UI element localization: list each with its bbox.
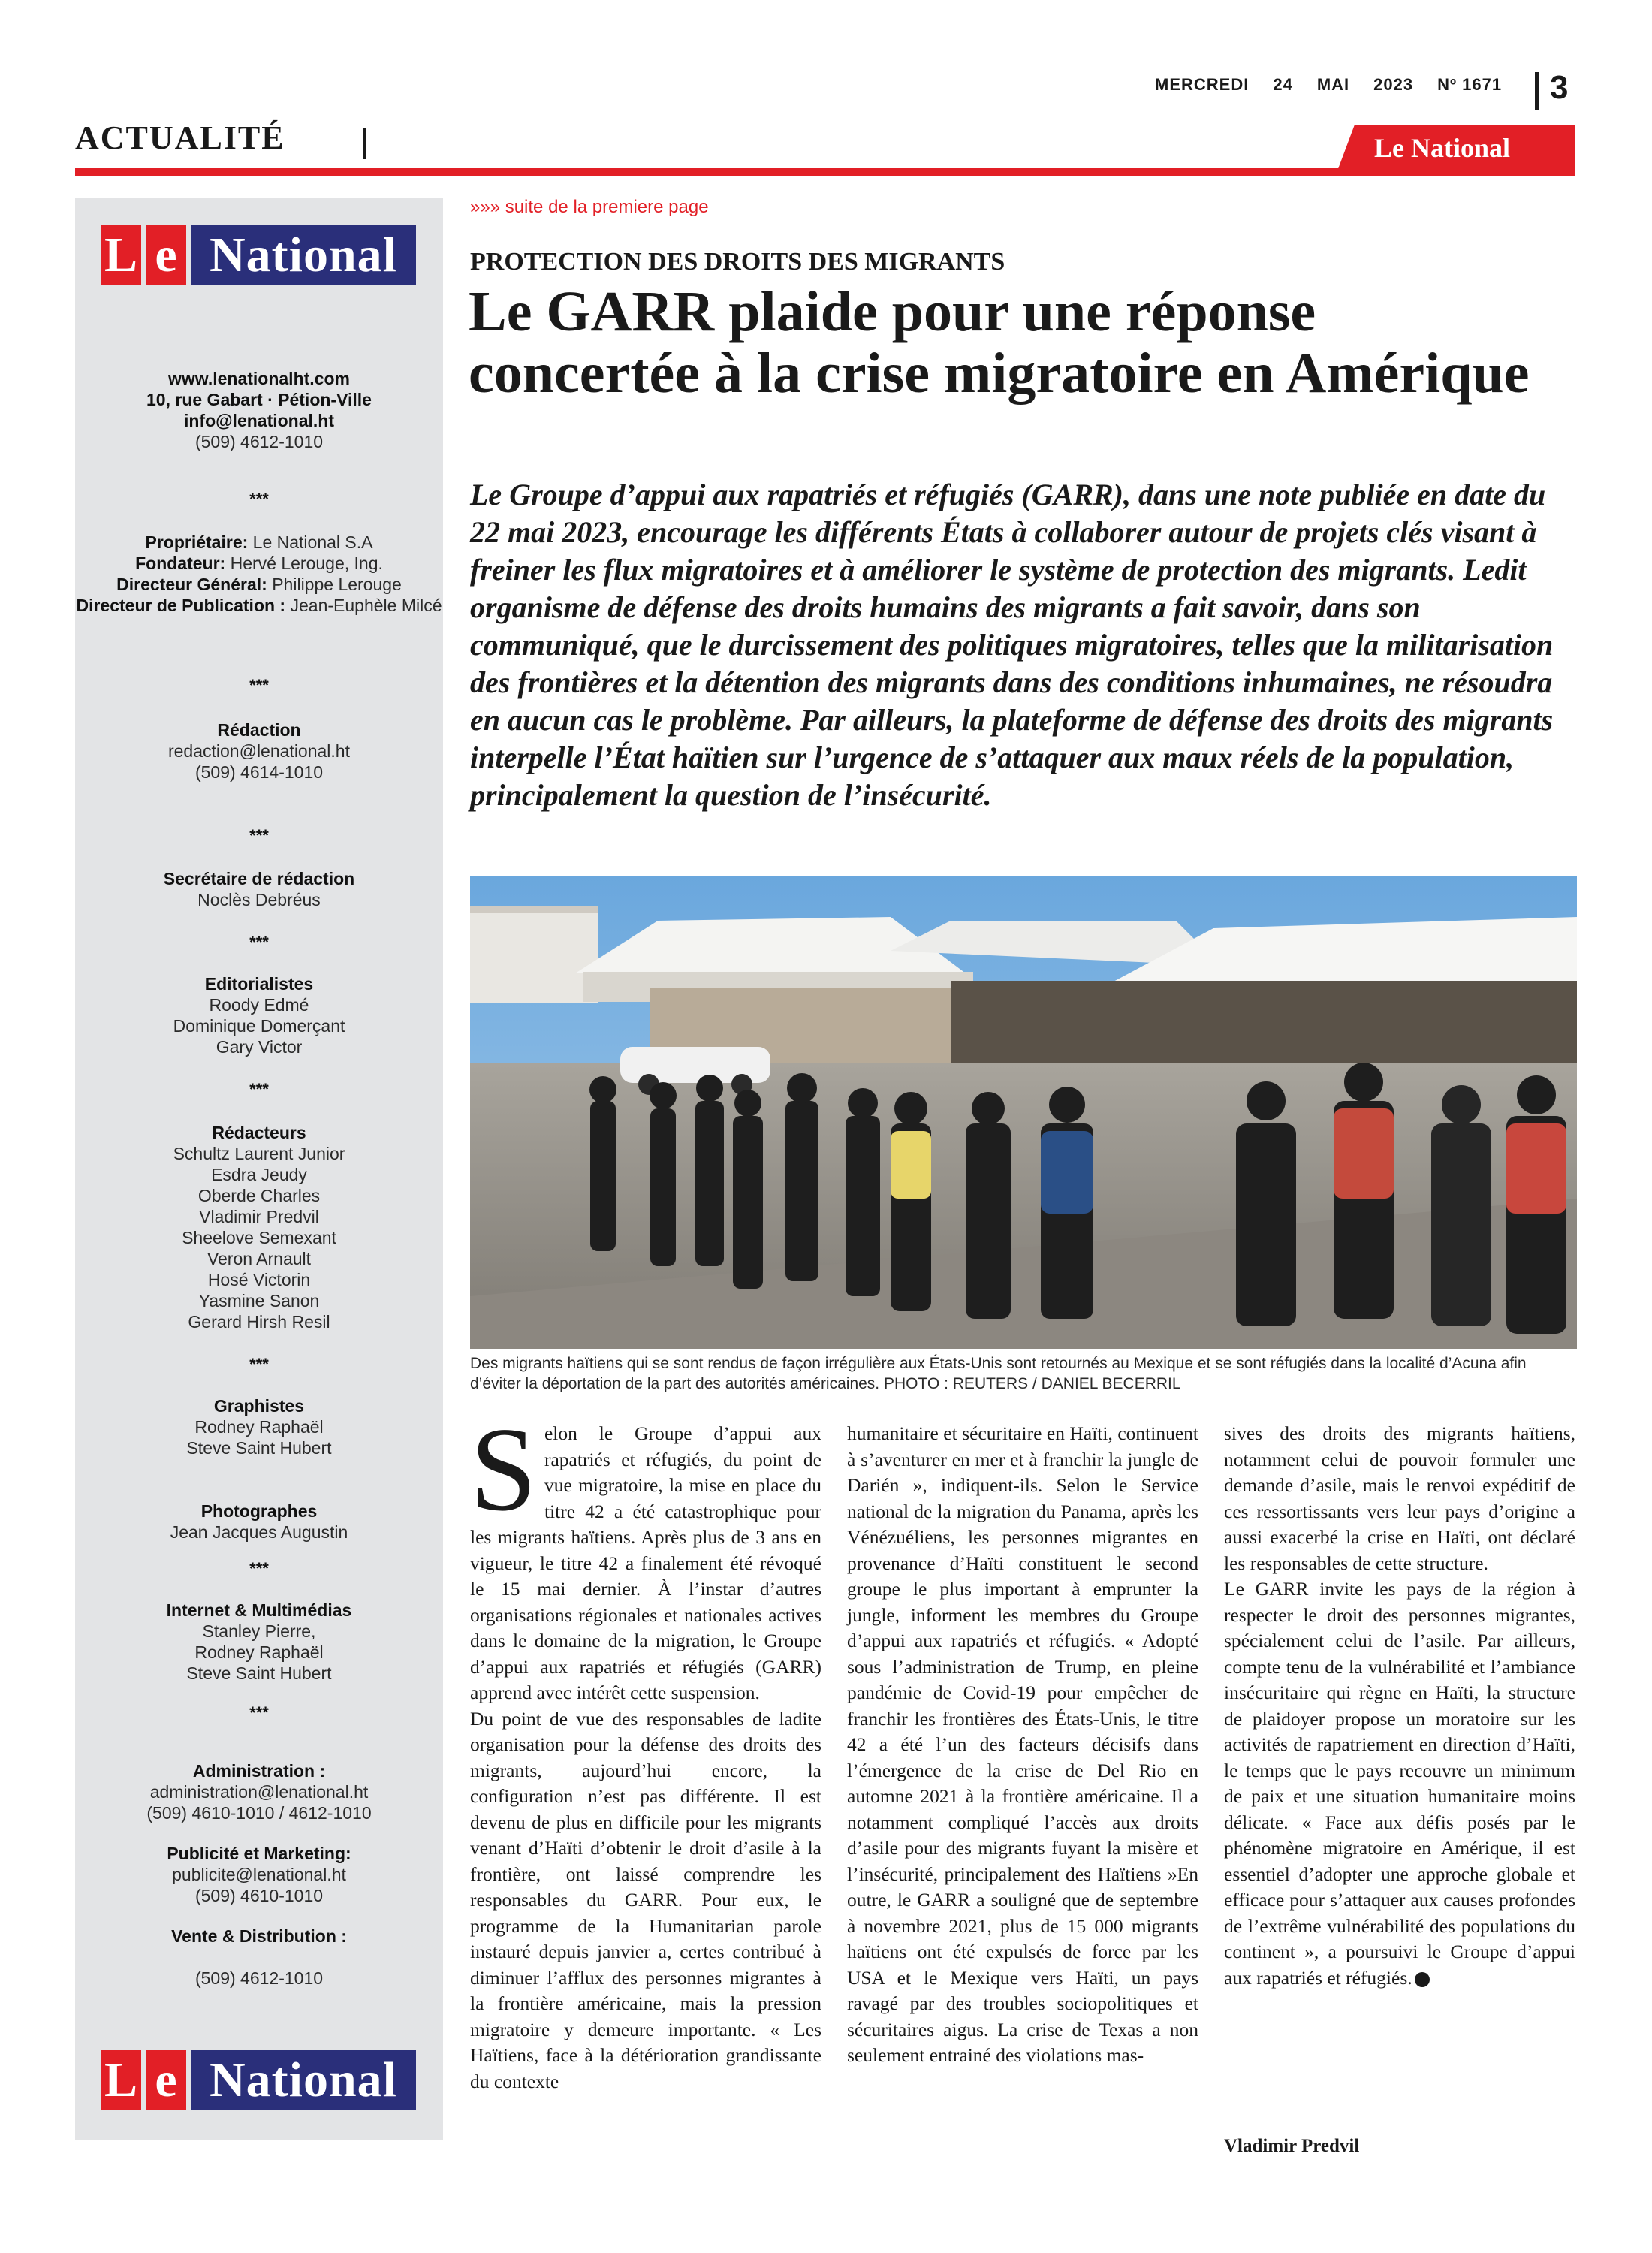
distribution-block: [75, 1926, 443, 1947]
multimedia-block: [75, 1600, 443, 1684]
page-number: 3: [1550, 69, 1569, 106]
writer-name: Yasmine Sanon: [198, 1291, 320, 1310]
advertising-block: [75, 1843, 443, 1906]
dg-label: Directeur Général:: [116, 575, 267, 594]
contact-email[interactable]: info@lenational.ht: [183, 411, 335, 430]
secretary-label: Secrétaire de rédaction: [163, 869, 355, 888]
article-photo: [470, 876, 1577, 1349]
writers-label: Rédacteurs: [212, 1123, 306, 1142]
logo-letter-e: e: [146, 225, 186, 285]
administration-block: [75, 1760, 443, 1823]
article-headline: Le GARR plaide pour une réponse concertée à la crise migratoire en Amérique: [469, 280, 1530, 405]
article-column-1: [470, 1402, 821, 2095]
page-number-divider: [1535, 72, 1539, 110]
redaction-block: [75, 719, 443, 783]
dp-label: Directeur de Publication :: [76, 596, 286, 615]
separator: ***: [249, 933, 269, 952]
writers-block: [75, 1122, 443, 1332]
separator: ***: [249, 1703, 269, 1722]
distribution-phone: (509) 4612-1010: [194, 1968, 324, 1988]
article-lead: Le Groupe d’appui aux rapatriés et réfugiés (GARR), dans une note publiée en date du 22 mai 2023, encourage les différents États à collaborer autour de projets clés visant à freiner les flux migratoires et à améliorer le système de protection des migrants. Ledit organisme de défense des droits humains des migrants a fait savoir, dans son communiqué, que le durcissement des politiques migratoires, telles que la militarisation des frontières et la détention des migrants dans des conditions inhumaines, ne résoudra en aucun cas le problème. Par ailleurs, la plateforme de défense des droits des migrants interpelle l’État haïtien sur l’urgence de s’attaquer aux maux réels de la population, principalement la question de l’insécurité.: [470, 478, 1554, 812]
separator: ***: [249, 1080, 269, 1099]
founder-value: Hervé Lerouge, Ing.: [230, 553, 383, 573]
writer-name: Gerard Hirsh Resil: [188, 1312, 330, 1332]
separator: ***: [249, 676, 269, 695]
owner-label: Propriétaire:: [145, 532, 249, 552]
editorialist-name: Roody Edmé: [209, 995, 309, 1015]
multimedia-label: Internet & Multimédias: [166, 1600, 352, 1620]
advertising-phone: (509) 4610-1010: [194, 1886, 324, 1905]
distribution-label: Vente & Distribution :: [171, 1926, 347, 1946]
dp-value: Jean-Euphèle Milcé: [290, 596, 442, 615]
writer-name: Vladimir Predvil: [199, 1207, 319, 1226]
drop-cap: S: [470, 1402, 537, 1536]
contact-block: [75, 368, 443, 452]
date-day: 24: [1273, 75, 1293, 94]
article-column-2: [847, 1421, 1198, 2069]
paragraph: elon le Groupe d’appui aux rapatriés et réfugiés, du point de vue migratoire, la mise en place du titre 42 a été catastrophique pour les migrants haïtiens. Après plus de 3 ans en vigueur, le titre 42 a finalement été révoqué le 15 mai dernier. À l’instar d’autres organisations régionales et nationales actives dans le domaine de la migration, le Groupe d’appui aux rapatriés et réfugiés (GARR) apprend avec intérêt cette suspension.: [470, 1422, 821, 1703]
address: 10, rue Gabart · Pétion-Ville: [146, 390, 372, 409]
newspaper-logo: [101, 225, 416, 285]
masthead-sidebar: [75, 198, 443, 2140]
article-column-3: [1224, 1421, 1575, 1991]
writer-name: Sheelove Semexant: [182, 1228, 336, 1247]
date-month: MAI: [1316, 75, 1350, 94]
writer-name: Oberde Charles: [197, 1186, 321, 1205]
photo-illustration: [470, 876, 1577, 1349]
editorialists-block: [75, 973, 443, 1057]
photographers-label: Photographes: [200, 1501, 318, 1521]
issue-number: Nº 1671: [1437, 75, 1503, 94]
writer-name: Hosé Victorin: [207, 1270, 311, 1289]
secretary-block: [75, 868, 443, 910]
advertising-email[interactable]: publicite@lenational.ht: [172, 1865, 346, 1884]
newspaper-logo-bottom: [101, 2050, 416, 2110]
separator: ***: [249, 1355, 269, 1374]
website-link[interactable]: www.lenationalht.com: [168, 369, 350, 388]
logo-letter-e: e: [146, 2050, 186, 2110]
writer-name: Esdra Jeudy: [211, 1165, 307, 1184]
brand-tab-label: Le National: [1374, 133, 1511, 163]
administration-phone: (509) 4610-1010 / 4612-1010: [146, 1803, 372, 1823]
continued-from-front: »»» suite de la premiere page: [470, 197, 709, 217]
editorialist-name: Dominique Domerçant: [173, 1016, 345, 1036]
section-divider: [363, 128, 366, 159]
editorialist-name: Gary Victor: [216, 1037, 303, 1057]
photo-caption: Des migrants haïtiens qui se sont rendus de façon irrégulière aux États-Unis sont retournés au Mexique et se sont réfugiés dans la localité d’Acuna afin d’éviter la déportation de la part des autorités américaines. PHOTO : REUTERS / DANIEL BECERRIL: [470, 1355, 1527, 1392]
administration-email[interactable]: administration@lenational.ht: [149, 1782, 369, 1802]
paragraph: humanitaire et sécuritaire en Haïti, continuent à s’aventurer en mer et à franchir la jungle de Darién », indiquent-ils. Selon le Service national de la migration du Panama, après les Vénézuéliens, les personnes migrantes en provenance d’Haïti constituent le second groupe le plus important à emprunter la jungle, informent les membres du Groupe d’appui aux rapatriés et réfugiés. « Adopté sous l’administration de Trump, en pleine pandémie de Covid-19 pour empêcher de franchir les frontières des États-Unis, le titre 42 a été l’un des facteurs décisifs dans l’émergence de la crise de Del Rio en automne 2021 à la frontière américaine. Il a notamment compliqué l’accès aux droits d’asile pour des migrants fuyant la misère et l’insécurité, principalement des Haïtiens »En outre, le GARR a souligné que de septembre à novembre 2021, plus de 15 000 migrants haïtiens ont été expulsés de force par les USA et le Mexique vers Haïti, un pays ravagé par des troubles sociopolitiques et sécuritaires aigus. La crise de Texas a non seulement entrainé des violations mas-: [847, 1422, 1198, 2066]
paragraph: Du point de vue des responsables de ladite organisation pour la défense des droits des migrants, aujourd’hui encore, la configuration n’est pas différente. Il est devenu de plus en difficile pour les migrants venant d’Haïti d’obtenir le droit d’asile à la frontière, ont laissé comprendre les responsables du GARR. Pour eux, le programme de la Humanitarian parole instauré depuis janvier a, certes contribué à diminuer l’afflux des personnes migrantes à la frontière américaine, mais la pression migratoire y demeure importante. « Les Haïtiens, face à la détérioration grandissante du contexte: [470, 1707, 821, 2092]
administration-label: Administration :: [192, 1761, 326, 1781]
article-kicker: PROTECTION DES DROITS DES MIGRANTS: [470, 248, 1005, 276]
graphic-designers-block: [75, 1395, 443, 1458]
multimedia-name: Steve Saint Hubert: [186, 1663, 332, 1683]
multimedia-name: Stanley Pierre,: [202, 1621, 316, 1641]
dg-value: Philippe Lerouge: [272, 575, 402, 594]
graphic-designer-name: Steve Saint Hubert: [186, 1438, 332, 1458]
graphic-designer-name: Rodney Raphaël: [194, 1417, 324, 1437]
dateline: [1155, 75, 1526, 95]
date-weekday: MERCREDI: [1155, 75, 1250, 94]
redaction-phone: (509) 4614-1010: [194, 762, 324, 782]
advertising-label: Publicité et Marketing:: [167, 1844, 351, 1863]
separator: ***: [249, 1559, 269, 1578]
separator: ***: [249, 826, 269, 845]
ownership-block: [75, 532, 443, 616]
date-year: 2023: [1373, 75, 1414, 94]
header-rule: [75, 168, 1575, 176]
secretary-name: Noclès Debréus: [197, 890, 321, 909]
end-mark-icon: [1415, 1972, 1430, 1987]
paragraph: Le GARR invite les pays de la région à respecter le droit des personnes migrantes, spécialement celui de l’asile. Par ailleurs, compte tenu de la vulnérabilité et l’ambiance insécuritaire qui règne en Haïti, la structure de plaidoyer propose un moratoire sur les activités de rapatriement en direction d’Haïti, le temps que le pays recouvre un minimum de paix et une situation humanitaire moins délicate. « Face aux défis posés par le phénomène migratoire en Amérique, il est essentiel d’adopter une approche globale et efficace pour s’attaquer aux causes profondes de l’extrême vulnérabilité des populations du continent », a poursuivi le Groupe d’appui aux rapatriés et réfugiés.: [1224, 1578, 1575, 1989]
paragraph: sives des droits des migrants haïtiens, notamment celui de pouvoir formuler une demande d’asile, mais le renvoi expéditif de ces ressortissants vers leur pays d’origine a aussi exacerbé la crise en Haïti, ont déclaré les responsables de cette structure.: [1224, 1422, 1575, 1574]
editorialists-label: Editorialistes: [204, 974, 314, 994]
redaction-label: Rédaction: [217, 720, 301, 740]
writer-name: Schultz Laurent Junior: [173, 1144, 345, 1163]
graphic-designers-label: Graphistes: [213, 1396, 305, 1416]
article-byline: Vladimir Predvil: [1224, 2136, 1360, 2156]
logo-letter-l: L: [101, 2050, 141, 2110]
logo-word: National: [191, 2050, 416, 2110]
photographer-name: Jean Jacques Augustin: [170, 1522, 348, 1542]
redaction-email[interactable]: redaction@lenational.ht: [167, 741, 350, 761]
owner-value: Le National S.A: [252, 532, 373, 552]
contact-phone: (509) 4612-1010: [194, 432, 324, 451]
logo-word: National: [191, 225, 416, 285]
section-title: ACTUALITÉ: [75, 119, 285, 156]
logo-letter-l: L: [101, 225, 141, 285]
founder-label: Fondateur:: [135, 553, 226, 573]
multimedia-name: Rodney Raphaël: [194, 1642, 324, 1662]
separator: ***: [249, 490, 269, 508]
photographers-block: [75, 1500, 443, 1543]
writer-name: Veron Arnault: [206, 1249, 312, 1268]
